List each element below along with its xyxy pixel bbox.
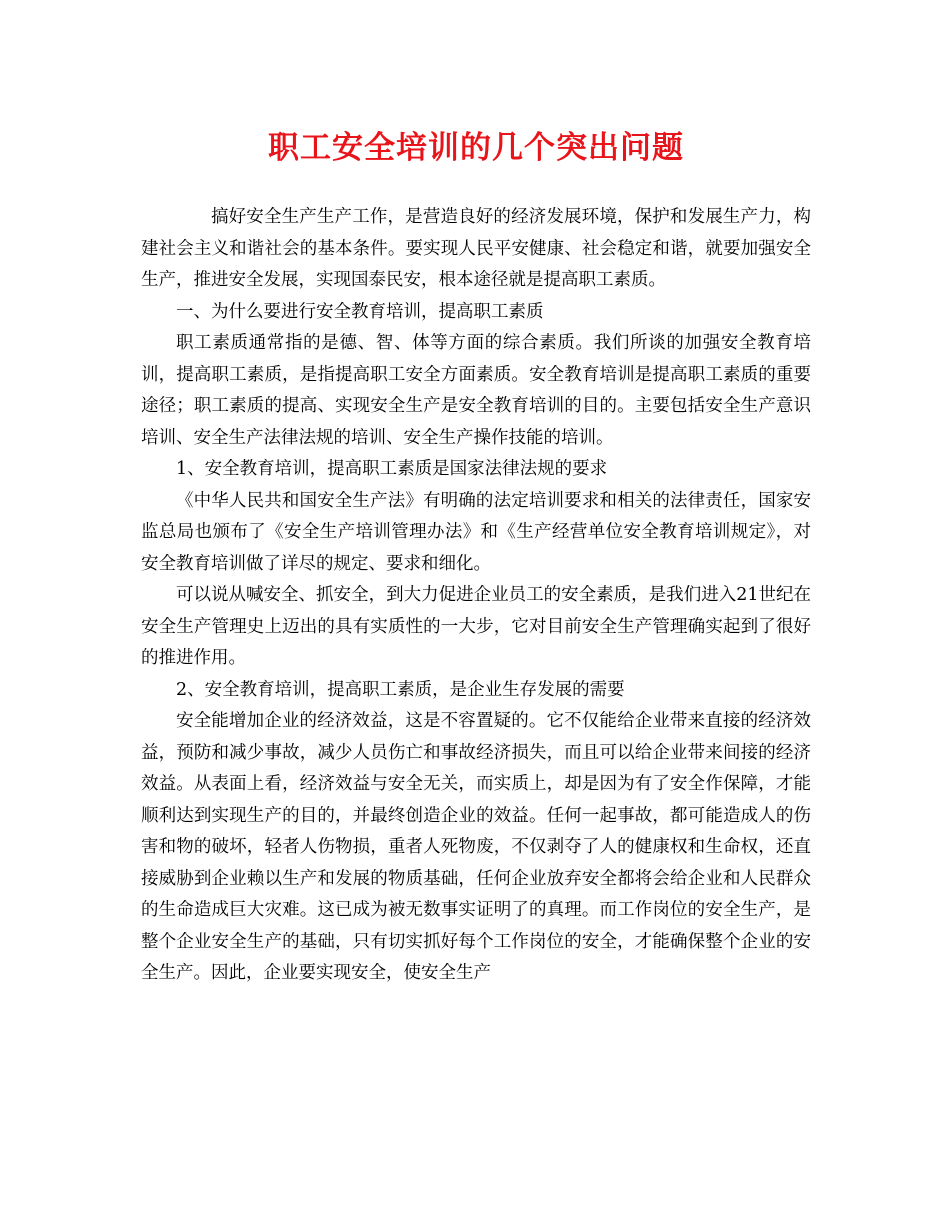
document-page (141, 128, 811, 990)
subsection-heading-1: 1、安全教育培训，提高职工素质是国家法律法规的要求 (176, 459, 608, 480)
paragraph-21st-century: 可以说从喊安全、抓安全，到大力促进企业员工的安全素质，是我们进入21世纪在安全生产管理史上迈出的具有实质性的一大步，它对目前安全生产管理确实起到了很好的推进作用。 (141, 585, 811, 669)
paragraph-legal-requirements: 《中华人民共和国安全生产法》有明确的法定培训要求和相关的法律责任，国家安监总局也颁布了《安全生产培训管理办法》和《生产经营单位安全教育培训规定》，对安全教育培训做了详尽的规定、要求和细化。 (141, 490, 811, 574)
paragraph-quality-definition: 职工素质通常指的是德、智、体等方面的综合素质。我们所谈的加强安全教育培训，提高职工素质，是指提高职工安全方面素质。安全教育培训是提高职工素质的重要途径；职工素质的提高、实现安全生产是安全教育培训的目的。主要包括安全生产意识培训、安全生产法律法规的培训、安全生产操作技能的培训。 (141, 333, 811, 448)
paragraph-intro: 搞好安全生产生产工作，是营造良好的经济发展环境，保护和发展生产力，构建社会主义和谐社会的基本条件。要实现人民平安健康、社会稳定和谐，就要加强安全生产，推进安全发展，实现国泰民安，根本途径就是提高职工素质。 (141, 207, 811, 291)
document-title: 职工安全培训的几个突出问题 (268, 130, 684, 166)
paragraph-economic-benefit: 安全能增加企业的经济效益，这是不容置疑的。它不仅能给企业带来直接的经济效益，预防和减少事故，减少人员伤亡和事故经济损失，而且可以给企业带来间接的经济效益。从表面上看，经济效益与安全无关，而实质上，却是因为有了安全作保障，才能顺利达到实现生产的目的，并最终创造企业的效益。任何一起事故，都可能造成人的伤害和物的破坏，轻者人伤物损，重者人死物废，不仅剥夺了人的健康权和生命权，还直接威胁到企业赖以生产和发展的物质基础，任何企业放弃安全都将会给企业和人民群众的生命造成巨大灾难。这已成为被无数事实证明了的真理。而工作岗位的安全生产，是整个企业安全生产的基础，只有切实抓好每个工作岗位的安全，才能确保整个企业的安全生产。因此，企业要实现安全，使安全生产 (141, 711, 811, 984)
subsection-heading-2: 2、安全教育培训，提高职工素质，是企业生存发展的需要 (176, 679, 625, 700)
section-heading-1: 一、为什么要进行安全教育培训，提高职工素质 (176, 301, 544, 322)
